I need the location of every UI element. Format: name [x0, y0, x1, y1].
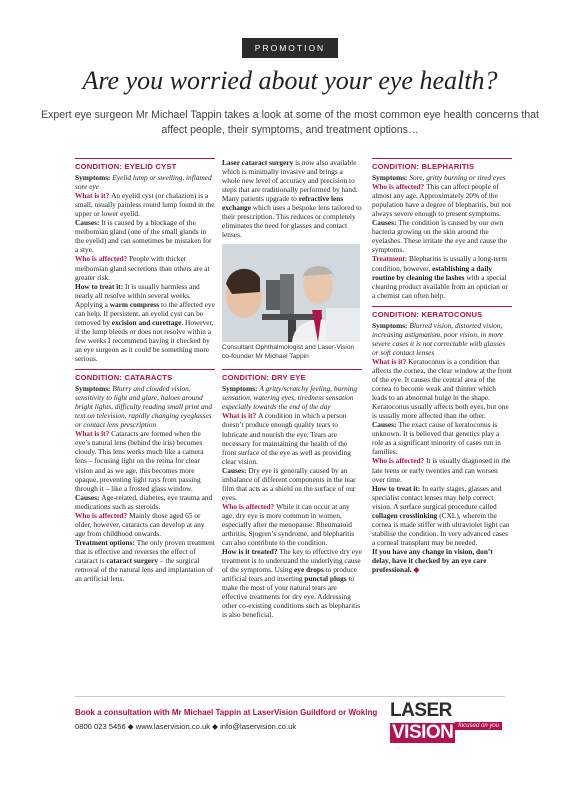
label-run: Symptoms: — [372, 173, 410, 183]
paragraph — [372, 173, 512, 182]
column-2-bottom — [222, 369, 362, 619]
paragraph — [372, 456, 512, 483]
paragraph — [222, 466, 362, 502]
text-run: The condition is caused by our own bacteria growing on the skin around the eyelashes. These irritate the eye and cause the symptoms. — [372, 218, 507, 255]
text-run: In early stages, glasses and specialist contact lenses may help correct vision. A surface surgical procedure called — [372, 483, 502, 511]
paragraph — [372, 182, 512, 218]
paragraph — [372, 357, 512, 420]
label-run: Causes: — [372, 420, 399, 430]
paragraph — [75, 384, 215, 429]
text-run: This can affect people of almost any age. Approximately 20% of the population have a degree of blepharitis, but not always severe enough to present symptoms. — [372, 182, 511, 219]
text-run: Mainly those aged 65 or older, however, cataracts can develop at any age from childhood onwards. — [75, 510, 205, 538]
section-heading: CONDITION: DRY EYE — [222, 369, 362, 382]
label-run: Laser cataract surgery — [222, 158, 294, 167]
text-run: While it can occur at any age, dry eye is more common in women, especially after the menopause. Rheumatoid arthritis, Sjogren’s syndrome, and blepharitis can also contribute to the condition. — [222, 501, 355, 548]
label-run: Causes: — [75, 492, 102, 502]
photo-caption: Consultant Ophthalmologist and Laser-Vision co-founder Mr Michael Tappin — [222, 344, 355, 360]
page-title: Are you worried about your eye health? — [82, 66, 498, 95]
text-run: to make the most of your natural tears are effective treatments for dry eye. Addressing other co-existing conditions such as blepharitis is also beneficial. — [222, 574, 361, 620]
label-run: What is it? — [372, 356, 409, 366]
label-run: warm compress — [109, 299, 160, 309]
label-run: What is it? — [75, 429, 112, 439]
paragraph — [75, 218, 215, 254]
label-run: establishing a daily routine by cleaning the lashes — [372, 263, 493, 282]
doctor-photo — [222, 244, 360, 342]
text-run: The only proven treatment that is effective and reverses the effect of cataract is — [75, 537, 215, 565]
text-run: Keratoconus is a condition that affects the cornea, the clear window at the front of the eye. It causes the central area of the cornea to become weak and thinner which leads to an abnormal bulge in the shape. Keratoconus usually affects both eyes, but one is usually more affected than the other. — [372, 356, 512, 421]
section-heading: CONDITION: CATARACTS — [75, 369, 215, 382]
logo-vision-text: VISION — [392, 722, 454, 743]
standfirst: Expert eye surgeon Mr Michael Tappin takes a look at some of the most common eye health concerns that affect people, their symptoms, and treatment options… — [41, 109, 539, 136]
label-run: punctal plugs — [304, 574, 347, 584]
label-run: Blurred vision, distorted vision, increasing astigmatism, poor vision, in more severe cases it is not correctable with glasses or soft contact lenses — [372, 320, 506, 357]
label-run: Eyelid lump or swelling, inflamed sore eye — [75, 173, 212, 192]
column-2-top — [222, 158, 362, 239]
label-run: Who is affected? — [75, 254, 130, 264]
label-run: Treatment: — [372, 254, 410, 264]
paragraph — [75, 493, 215, 511]
footer-booking-line: Book a consultation with Mr Michael Tappin at LaserVision Guildford or Woking — [75, 708, 378, 717]
section-heading: CONDITION: BLEPHARITIS — [372, 158, 512, 171]
logo-tagline: focused on you — [455, 722, 502, 730]
paragraph — [75, 191, 215, 218]
text-run: Cataracts are formed when the eye’s natural lens (behind the iris) becomes cloudy. This lens works much like a camera lens – focusing light on the retina for clear vision and as we age, this becomes more opaque, preventing light rays from passing through it – like a frosted glass window. — [75, 429, 204, 493]
paragraph — [372, 254, 512, 299]
section-heading: CONDITION: KERATOCONUS — [372, 306, 512, 319]
footer — [75, 708, 377, 731]
column-2 — [222, 158, 362, 620]
text-run: Blepharitis is usually a long-term condition, however, — [372, 254, 507, 273]
promotion-label — [242, 38, 338, 58]
label-run: Who is affected? — [372, 456, 427, 466]
column-1 — [75, 158, 215, 583]
footer-contact-line: 0800 023 5456 ◆ www.laservision.co.uk ◆ info@laservision.co.uk — [75, 722, 297, 731]
section-heading: CONDITION: EYELID CYST — [75, 158, 215, 171]
label-run: Symptoms: — [372, 320, 410, 330]
text-run: It is usually harmless and nearly all resolve within several weeks. Applying a — [75, 281, 200, 309]
promotion-label-text: PROMOTION — [254, 43, 326, 53]
text-run: to produce artificial tears and inserting — [222, 565, 357, 584]
label-run: Treatment options: — [75, 537, 137, 547]
text-run: with a special cleaning product available from an optician or a chemist can often help. — [372, 272, 508, 300]
paragraph — [222, 547, 362, 619]
label-run: Who is affected? — [372, 182, 427, 192]
text-run: The key to effective dry eye treatment is to understand the underlying cause of the symptoms. Using — [222, 547, 362, 575]
paragraph — [222, 158, 362, 239]
text-run: – the surgical removal of the natural lens and implantation of an artificial lens. — [75, 555, 214, 584]
column-3 — [372, 158, 512, 574]
laservision-logo — [390, 700, 510, 746]
paragraph — [222, 502, 362, 547]
label-run: refractive lens exchange — [222, 194, 344, 213]
logo-laser-text: LASER — [390, 700, 452, 721]
paragraph — [372, 484, 512, 547]
label-run: What is it? — [75, 191, 112, 201]
text-run: The exact cause of keratoconus is unknown. It is believed that genetics play a role as a significant minority of cases run in families. — [372, 420, 501, 457]
paragraph — [75, 254, 215, 281]
label-run: eye drops — [294, 565, 324, 575]
label-run: collagen crosslinking — [372, 510, 438, 520]
text-run: to the affected eye can help. If persistent, an eyelid cyst can be removed by — [75, 299, 215, 327]
label-run: Causes: — [222, 465, 249, 475]
text-run: is now also available which is minimally invasive and brings a whole new level of accuracy and precision to steps that are traditionally performed by hand. Many patients upgrade to — [222, 158, 358, 204]
label-run: What is it? — [222, 411, 259, 421]
text-run: A condition in which a person doesn’t produce enough quality tears to lubricate and nourish the eye. Tears are necessary for maintaining the health of the front surface of the eye as well as providing clear vision. — [222, 411, 351, 466]
label-run: ◆ — [411, 565, 420, 575]
label-run: Blurry and clouded vision, sensitivity to light and glare, haloes around bright lights, difficulty reading small print and text on television, rapidly changing eyeglasses or contact lens prescription — [75, 384, 213, 430]
text-run: It is caused by a blockage of the meibomian gland (one of the small glands in the eyelid) and can sometimes be mistaken for a stye. — [75, 218, 212, 255]
paragraph — [372, 321, 512, 357]
text-run: Age-related, diabetes, eye trauma and medications such as steroids. — [75, 492, 213, 511]
label-run: How to treat it: — [372, 483, 423, 493]
text-run: Dry eye is generally caused by an imbalance of different components in the tear film that acts as a shield on the surface of our eyes. — [222, 465, 356, 502]
paragraph — [222, 384, 362, 411]
label-run: If you have any change in vision, don’t delay, have it checked by an eye care professional. — [372, 546, 493, 575]
paragraph — [75, 511, 215, 538]
paragraph — [75, 282, 215, 363]
label-run: Symptoms: — [75, 173, 113, 183]
text-run: It is usually diagnosed in the late teens or early twenties and can worsen over time. — [372, 456, 511, 484]
label-run: A gritty/scratchy feeling, burning sensation, watering eyes, tiredness sensation especially towards the end of the day — [222, 384, 358, 412]
label-run: cataract surgery — [106, 555, 158, 565]
paragraph — [222, 411, 362, 465]
label-run: Who is affected? — [75, 510, 130, 520]
label-run: Causes: — [75, 218, 102, 228]
paragraph — [372, 547, 512, 574]
label-run: Symptoms: — [75, 384, 113, 394]
text-run: which uses a bespoke lens tailored to their prescription. This reduces or completely eliminates the need for glasses and contact lenses. — [222, 203, 362, 240]
label-run: Symptoms: — [222, 384, 260, 394]
text-run: . However, if the lump bleeds or does not resolve within a few weeks I recommend having it checked by an eye surgeon as it could be something more serious. — [75, 317, 214, 363]
paragraph — [75, 538, 215, 583]
label-run: Sore, gritty burning or tired eyes — [409, 173, 506, 183]
footer-divider — [75, 696, 505, 697]
label-run: Who is affected? — [222, 501, 277, 511]
text-run: An eyelid cyst (or chalazion) is a small, usually painless round lump found in the upper or lower eyelid. — [75, 191, 215, 219]
paragraph — [372, 218, 512, 254]
label-run: excision and curettage — [111, 317, 182, 327]
paragraph — [75, 429, 215, 492]
text-run: (CXL), wherein the cornea is made stiffer with ultraviolet light can stabilise the condition. In very advanced cases a corneal transplant may be needed. — [372, 510, 510, 547]
paragraph — [75, 173, 215, 191]
label-run: Causes: — [372, 218, 399, 228]
text-run: People with thicker meibomian gland secretions than others are at greater risk. — [75, 254, 210, 282]
label-run: How to treat it: — [75, 281, 126, 291]
label-run: How is it treated? — [222, 547, 280, 557]
paragraph — [372, 420, 512, 456]
